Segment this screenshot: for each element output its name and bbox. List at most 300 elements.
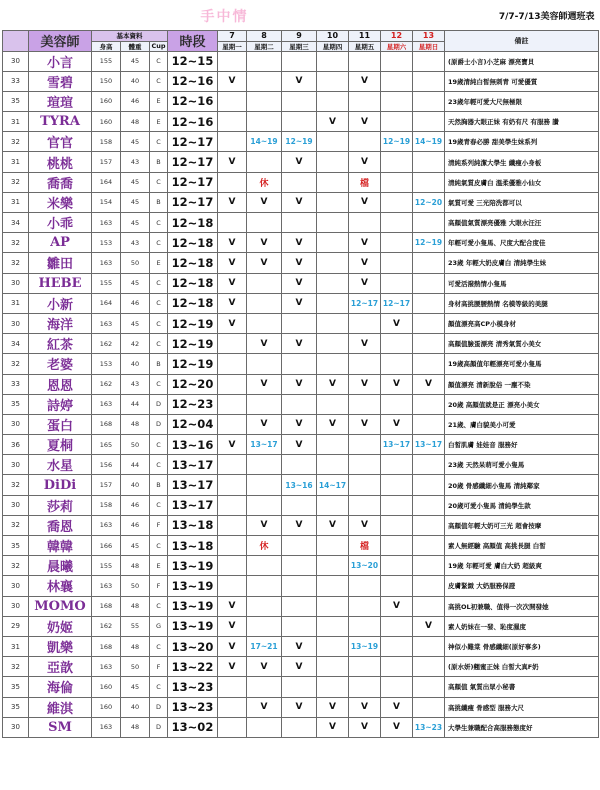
row-cup: C: [150, 677, 168, 697]
header-day-date: 9: [282, 30, 317, 41]
header-day-date: 7: [218, 30, 247, 41]
header-weekday: 星期四: [317, 41, 349, 51]
beautician-name: 喬喬: [29, 172, 92, 192]
day-cell: V: [218, 253, 247, 273]
day-cell: [413, 313, 445, 333]
day-cell: [247, 213, 282, 233]
day-cell: [317, 152, 349, 172]
day-cell: [413, 495, 445, 515]
day-cell: [381, 536, 413, 556]
row-remark: 20歲 骨感纖細小隻馬 清純鄰家: [445, 475, 599, 495]
day-cell: [413, 213, 445, 233]
beautician-name: 晨曦: [29, 556, 92, 576]
row-cup: C: [150, 293, 168, 313]
day-cell: V: [349, 71, 381, 91]
row-time-slot: 13~18: [168, 536, 218, 556]
row-weight: 46: [121, 91, 150, 111]
table-row: [3, 536, 599, 556]
row-remark: 19歲清純白皙無刺青 可愛優質: [445, 71, 599, 91]
row-cup: F: [150, 515, 168, 535]
table-row: [3, 576, 599, 596]
row-cup: D: [150, 717, 168, 737]
row-time-slot: 13~18: [168, 515, 218, 535]
row-time-slot: 13~19: [168, 576, 218, 596]
day-cell: V: [349, 233, 381, 253]
row-time-slot: 12~16: [168, 91, 218, 111]
day-cell: [247, 495, 282, 515]
row-time-slot: 12~17: [168, 172, 218, 192]
day-cell: [317, 636, 349, 656]
day-cell: [282, 536, 317, 556]
day-cell: [317, 394, 349, 414]
beautician-name: 小言: [29, 51, 92, 71]
day-cell: 12~20: [413, 192, 445, 212]
day-cell: 13~17: [413, 435, 445, 455]
day-cell: 14~17: [317, 475, 349, 495]
header-name: 美容師: [29, 30, 92, 51]
row-height: 168: [92, 596, 121, 616]
day-cell: [381, 495, 413, 515]
row-time-slot: 12~19: [168, 334, 218, 354]
row-age: 32: [3, 354, 29, 374]
day-cell: [317, 172, 349, 192]
row-age: 30: [3, 455, 29, 475]
table-row: [3, 313, 599, 333]
day-cell: V: [218, 192, 247, 212]
day-cell: V: [282, 697, 317, 717]
day-cell: [381, 253, 413, 273]
row-remark: 顏值漂亮高CP小模身材: [445, 313, 599, 333]
day-cell: [381, 354, 413, 374]
row-height: 163: [92, 253, 121, 273]
day-cell: [381, 112, 413, 132]
table-row: [3, 172, 599, 192]
day-cell: [317, 536, 349, 556]
day-cell: [413, 455, 445, 475]
day-cell: V: [349, 374, 381, 394]
day-cell: V: [247, 334, 282, 354]
row-cup: C: [150, 536, 168, 556]
day-cell: V: [218, 71, 247, 91]
day-cell: V: [282, 515, 317, 535]
header-weekday: 星期五: [349, 41, 381, 51]
table-row: [3, 213, 599, 233]
table-row: [3, 51, 599, 71]
row-time-slot: 12~19: [168, 354, 218, 374]
row-time-slot: 12~18: [168, 293, 218, 313]
day-cell: [247, 616, 282, 636]
day-cell: V: [218, 152, 247, 172]
day-cell: [218, 556, 247, 576]
day-cell: [282, 112, 317, 132]
day-cell: 13~17: [247, 435, 282, 455]
beautician-name: MOMO: [29, 596, 92, 616]
day-cell: [218, 132, 247, 152]
day-cell: [381, 636, 413, 656]
day-cell: [381, 616, 413, 636]
day-cell: V: [218, 657, 247, 677]
row-weight: 45: [121, 192, 150, 212]
row-remark: 清純氣質皮膚白 溫柔優雅小仙女: [445, 172, 599, 192]
day-cell: [218, 414, 247, 434]
row-weight: 40: [121, 475, 150, 495]
header-height: 身高: [92, 41, 121, 51]
beautician-name: 海洋: [29, 313, 92, 333]
day-cell: [317, 51, 349, 71]
header-weekday: 星期三: [282, 41, 317, 51]
row-remark: 顏值漂亮 清新脫俗 一塵不染: [445, 374, 599, 394]
row-remark: 神似小難棠 骨感纖細(原好事多): [445, 636, 599, 656]
row-age: 32: [3, 132, 29, 152]
day-cell: [413, 475, 445, 495]
day-cell: [317, 354, 349, 374]
day-cell: [282, 616, 317, 636]
row-age: 30: [3, 414, 29, 434]
row-height: 158: [92, 132, 121, 152]
row-cup: E: [150, 253, 168, 273]
row-height: 162: [92, 374, 121, 394]
day-cell: [381, 192, 413, 212]
day-cell: [317, 657, 349, 677]
day-cell: [218, 374, 247, 394]
day-cell: 12~19: [413, 233, 445, 253]
row-weight: 55: [121, 616, 150, 636]
row-time-slot: 13~22: [168, 657, 218, 677]
row-weight: 46: [121, 515, 150, 535]
day-cell: V: [317, 414, 349, 434]
row-weight: 45: [121, 536, 150, 556]
day-cell: V: [218, 435, 247, 455]
day-cell: V: [381, 717, 413, 737]
row-remark: 23歲年輕可愛大尺無極限: [445, 91, 599, 111]
day-cell: [218, 717, 247, 737]
day-cell: [282, 394, 317, 414]
row-weight: 48: [121, 596, 150, 616]
table-row: [3, 233, 599, 253]
day-cell: [218, 213, 247, 233]
day-cell: [349, 616, 381, 636]
sheet-title: 手中情: [168, 2, 282, 30]
beautician-name: AP: [29, 233, 92, 253]
day-cell: [381, 71, 413, 91]
row-weight: 40: [121, 354, 150, 374]
row-time-slot: 13~20: [168, 636, 218, 656]
row-cup: D: [150, 697, 168, 717]
row-cup: C: [150, 233, 168, 253]
day-cell: V: [282, 192, 317, 212]
header-weekday: 星期日: [413, 41, 445, 51]
day-cell: 14~19: [247, 132, 282, 152]
day-cell: [317, 576, 349, 596]
day-cell: 12~19: [282, 132, 317, 152]
table-row: [3, 374, 599, 394]
day-cell: [413, 152, 445, 172]
row-weight: 48: [121, 636, 150, 656]
table-row: [3, 71, 599, 91]
day-cell: V: [282, 657, 317, 677]
day-cell: [317, 213, 349, 233]
row-age: 35: [3, 394, 29, 414]
table-row: [3, 253, 599, 273]
day-cell: 檔: [349, 172, 381, 192]
day-cell: [317, 293, 349, 313]
day-cell: V: [247, 374, 282, 394]
day-cell: 休: [247, 172, 282, 192]
day-cell: [381, 152, 413, 172]
beautician-name: DiDi: [29, 475, 92, 495]
day-cell: V: [381, 697, 413, 717]
beautician-name: 水星: [29, 455, 92, 475]
day-cell: [282, 576, 317, 596]
day-cell: [349, 213, 381, 233]
row-cup: F: [150, 576, 168, 596]
row-age: 30: [3, 596, 29, 616]
row-weight: 48: [121, 556, 150, 576]
day-cell: [317, 192, 349, 212]
day-cell: V: [282, 374, 317, 394]
row-height: 153: [92, 354, 121, 374]
row-remark: 高顏值氣質漂亮優雅 大眼水汪汪: [445, 213, 599, 233]
row-time-slot: 12~04: [168, 414, 218, 434]
day-cell: [218, 576, 247, 596]
beautician-name: 林襄: [29, 576, 92, 596]
row-cup: C: [150, 172, 168, 192]
beautician-name: 小乖: [29, 213, 92, 233]
row-height: 162: [92, 616, 121, 636]
row-weight: 45: [121, 51, 150, 71]
row-cup: C: [150, 51, 168, 71]
beautician-name: 雪碧: [29, 71, 92, 91]
day-cell: [218, 112, 247, 132]
day-cell: V: [282, 233, 317, 253]
row-height: 163: [92, 717, 121, 737]
row-time-slot: 12~18: [168, 273, 218, 293]
day-cell: [247, 112, 282, 132]
day-cell: [317, 556, 349, 576]
day-cell: V: [282, 435, 317, 455]
day-cell: [247, 576, 282, 596]
day-cell: [381, 213, 413, 233]
day-cell: [413, 697, 445, 717]
row-remark: 19歲 年輕可愛 膚白大奶 超級爽: [445, 556, 599, 576]
day-cell: V: [282, 152, 317, 172]
day-cell: [247, 91, 282, 111]
row-weight: 45: [121, 172, 150, 192]
day-cell: V: [218, 293, 247, 313]
row-height: 163: [92, 394, 121, 414]
row-height: 150: [92, 71, 121, 91]
row-cup: C: [150, 435, 168, 455]
day-cell: V: [247, 414, 282, 434]
day-cell: [247, 273, 282, 293]
day-cell: [218, 91, 247, 111]
day-cell: [413, 596, 445, 616]
beautician-name: 恩恩: [29, 374, 92, 394]
row-remark: 天然胸器大眼正妹 有奶有尺 有服務 讚: [445, 112, 599, 132]
day-cell: [317, 273, 349, 293]
row-time-slot: 12~19: [168, 313, 218, 333]
row-remark: 白皙肌膚 娃娃音 服務好: [445, 435, 599, 455]
row-remark: 21歲、膚白貌美小可愛: [445, 414, 599, 434]
header-day-date: 12: [381, 30, 413, 41]
row-age: 30: [3, 51, 29, 71]
row-age: 32: [3, 657, 29, 677]
table-row: [3, 717, 599, 737]
row-height: 165: [92, 435, 121, 455]
row-weight: 46: [121, 495, 150, 515]
row-time-slot: 13~02: [168, 717, 218, 737]
day-cell: [413, 112, 445, 132]
day-cell: [317, 91, 349, 111]
beautician-name: 瑄瑄: [29, 91, 92, 111]
row-remark: 20歲可愛小隻馬 清純學生款: [445, 495, 599, 515]
row-height: 160: [92, 697, 121, 717]
day-cell: 13~23: [413, 717, 445, 737]
table-row: [3, 435, 599, 455]
day-cell: V: [282, 253, 317, 273]
table-row: [3, 273, 599, 293]
row-time-slot: 12~16: [168, 71, 218, 91]
row-height: 160: [92, 677, 121, 697]
beautician-name: 維淇: [29, 697, 92, 717]
row-age: 30: [3, 313, 29, 333]
row-cup: C: [150, 213, 168, 233]
row-age: 33: [3, 71, 29, 91]
row-height: 156: [92, 455, 121, 475]
table-row: [3, 697, 599, 717]
row-age: 32: [3, 515, 29, 535]
day-cell: [317, 677, 349, 697]
beautician-name: HEBE: [29, 273, 92, 293]
day-cell: [218, 334, 247, 354]
day-cell: [349, 576, 381, 596]
day-cell: [413, 414, 445, 434]
day-cell: [218, 475, 247, 495]
day-cell: [247, 394, 282, 414]
day-cell: [413, 334, 445, 354]
beautician-name: 小新: [29, 293, 92, 313]
day-cell: [247, 596, 282, 616]
row-time-slot: 13~17: [168, 455, 218, 475]
row-weight: 48: [121, 112, 150, 132]
day-cell: [247, 354, 282, 374]
row-weight: 45: [121, 313, 150, 333]
row-age: 34: [3, 213, 29, 233]
row-weight: 43: [121, 233, 150, 253]
row-remark: 可愛活潑熱情小隻馬: [445, 273, 599, 293]
table-row: [3, 475, 599, 495]
row-time-slot: 13~19: [168, 616, 218, 636]
day-cell: [349, 354, 381, 374]
row-time-slot: 13~17: [168, 495, 218, 515]
day-cell: [282, 455, 317, 475]
row-height: 157: [92, 475, 121, 495]
day-cell: [381, 455, 413, 475]
day-cell: [381, 233, 413, 253]
row-cup: G: [150, 616, 168, 636]
schedule-sheet: [2, 2, 598, 738]
row-remark: 20歲 高顏值就是正 漂亮小美女: [445, 394, 599, 414]
row-cup: C: [150, 495, 168, 515]
day-cell: [349, 596, 381, 616]
day-cell: V: [413, 374, 445, 394]
day-cell: [317, 495, 349, 515]
day-cell: [317, 435, 349, 455]
day-cell: [218, 455, 247, 475]
row-age: 35: [3, 536, 29, 556]
row-cup: C: [150, 71, 168, 91]
row-cup: D: [150, 394, 168, 414]
day-cell: V: [349, 717, 381, 737]
row-weight: 48: [121, 717, 150, 737]
row-weight: 42: [121, 334, 150, 354]
day-cell: V: [317, 697, 349, 717]
beautician-name: 喬恩: [29, 515, 92, 535]
day-cell: [218, 172, 247, 192]
day-cell: [413, 354, 445, 374]
row-weight: 43: [121, 374, 150, 394]
row-age: 32: [3, 556, 29, 576]
row-weight: 44: [121, 394, 150, 414]
day-cell: V: [317, 374, 349, 394]
row-time-slot: 12~18: [168, 213, 218, 233]
day-cell: [413, 51, 445, 71]
day-cell: [218, 536, 247, 556]
row-weight: 44: [121, 455, 150, 475]
row-weight: 40: [121, 697, 150, 717]
table-row: [3, 334, 599, 354]
table-row: [3, 394, 599, 414]
row-height: 168: [92, 636, 121, 656]
row-remark: 素人無經驗 高顏值 高挑長腿 白皙: [445, 536, 599, 556]
day-cell: [218, 697, 247, 717]
row-time-slot: 12~17: [168, 152, 218, 172]
day-cell: [317, 616, 349, 636]
day-cell: [282, 556, 317, 576]
row-weight: 45: [121, 273, 150, 293]
day-cell: V: [247, 192, 282, 212]
day-cell: [247, 717, 282, 737]
row-remark: 19歲青春必勝 甜美學生妹系列: [445, 132, 599, 152]
day-cell: [381, 475, 413, 495]
row-remark: 氣質可愛 三光陪洗都可以: [445, 192, 599, 212]
beautician-name: SM: [29, 717, 92, 737]
day-cell: [381, 334, 413, 354]
day-cell: V: [282, 71, 317, 91]
day-cell: 13~19: [349, 636, 381, 656]
row-height: 155: [92, 51, 121, 71]
row-age: 36: [3, 435, 29, 455]
row-weight: 45: [121, 677, 150, 697]
title-row: [3, 2, 599, 30]
row-height: 155: [92, 556, 121, 576]
day-cell: [317, 253, 349, 273]
header-basic-info: 基本資料: [92, 30, 168, 41]
header-row-1: [3, 30, 599, 41]
table-row: [3, 91, 599, 111]
day-cell: [349, 51, 381, 71]
day-cell: V: [247, 515, 282, 535]
header-cup: Cup: [151, 42, 166, 50]
header-remark: 備註: [445, 30, 599, 51]
day-cell: [349, 495, 381, 515]
table-row: [3, 677, 599, 697]
day-cell: [317, 71, 349, 91]
row-time-slot: 13~17: [168, 475, 218, 495]
row-age: 29: [3, 616, 29, 636]
beautician-name: 夏桐: [29, 435, 92, 455]
day-cell: [282, 213, 317, 233]
